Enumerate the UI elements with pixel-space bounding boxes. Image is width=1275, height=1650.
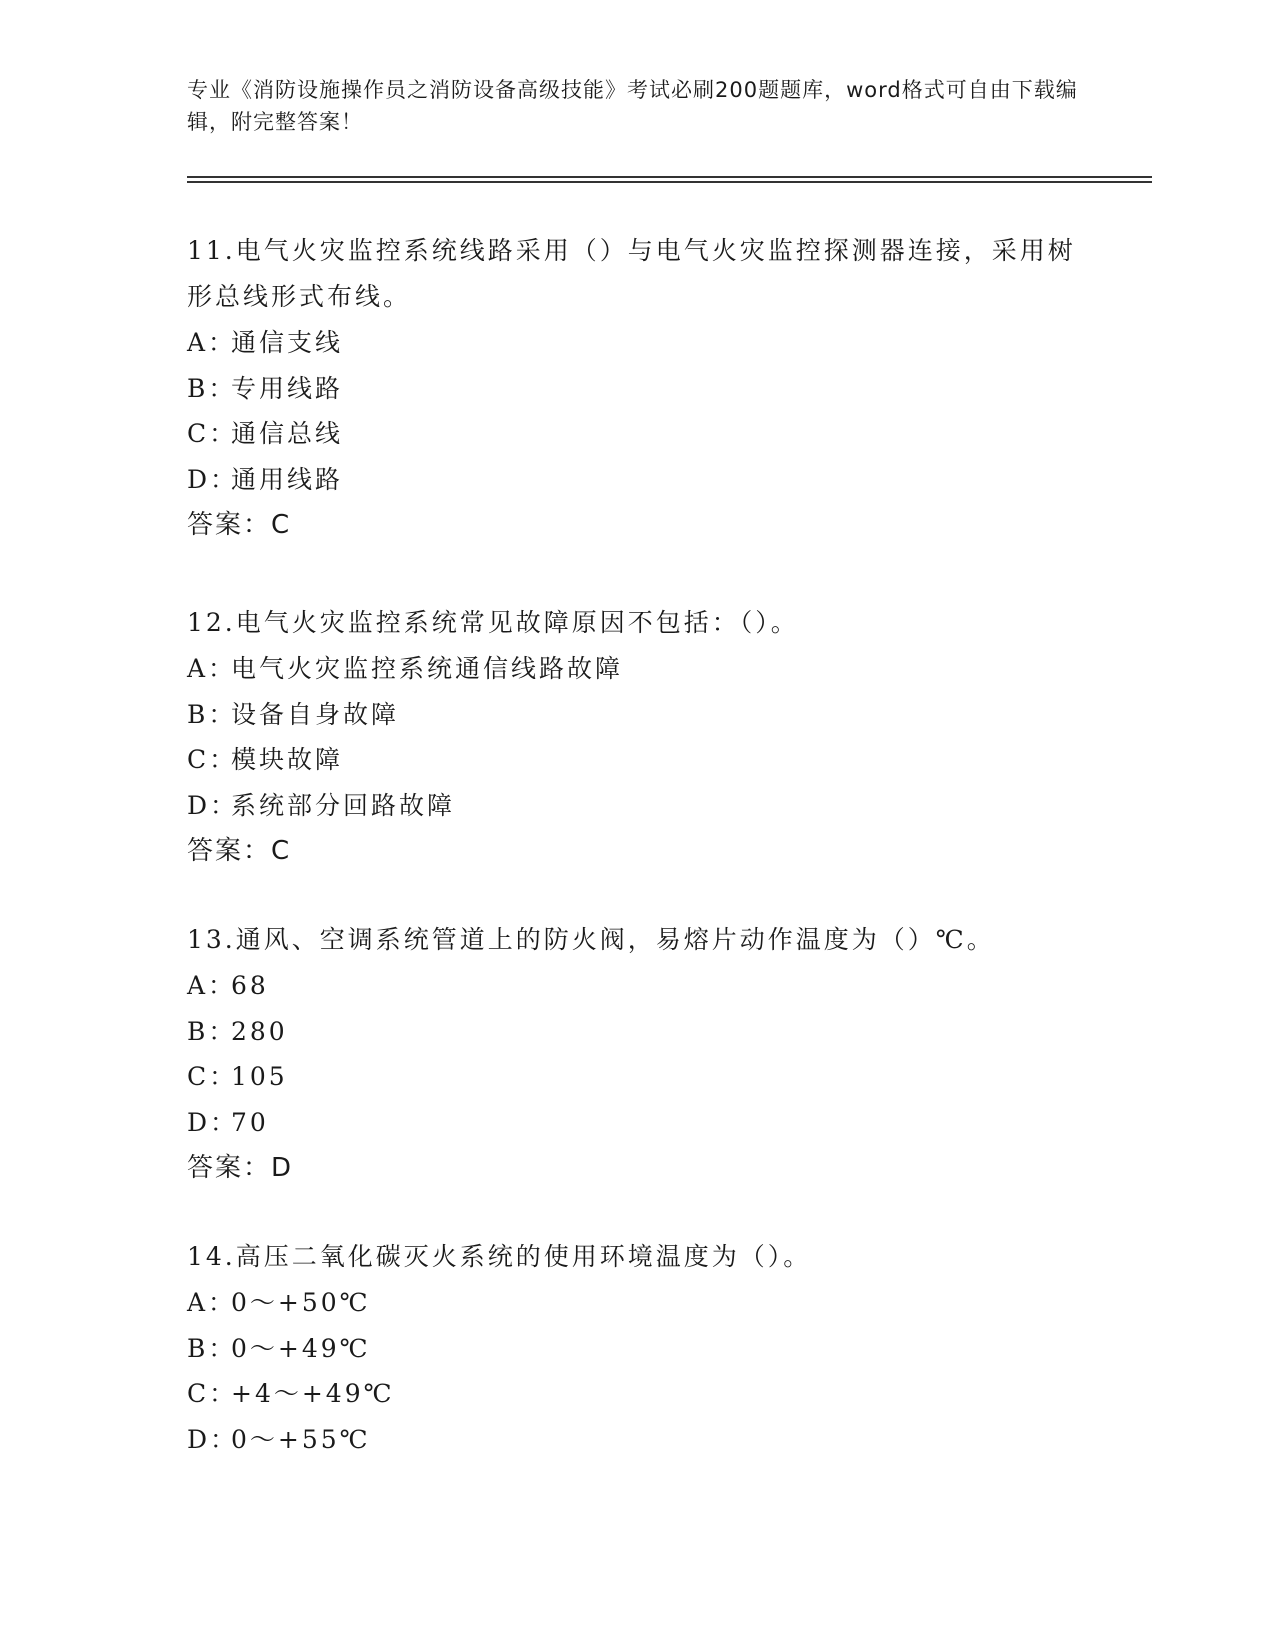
- option-a: [187, 1280, 1087, 1326]
- option-letter: D：: [187, 464, 239, 494]
- option-letter: B：: [187, 1016, 237, 1046]
- option-text: 105: [231, 1062, 288, 1091]
- question-stem: 11.电气火灾监控系统线路采用（）与电气火灾监控探测器连接，采用树形总线形式布线。: [187, 236, 1076, 311]
- question-11: [187, 228, 1087, 548]
- option-text: 通用线路: [231, 464, 344, 494]
- option-letter: D：: [187, 790, 239, 820]
- option-b: [187, 1326, 1087, 1372]
- question-13: [187, 917, 1087, 1191]
- header-divider-bottom: [187, 181, 1152, 183]
- option-text: 模块故障: [231, 745, 344, 774]
- option-c: [187, 1054, 1087, 1100]
- option-a: [187, 320, 1087, 366]
- document-header: 专业《消防设施操作员之消防设备高级技能》考试必刷200题题库，word格式可自由下载编辑，附完整答案！: [187, 78, 1078, 134]
- option-text: 专用线路: [231, 373, 344, 403]
- option-d: [187, 457, 1087, 503]
- option-text: 0～+50℃: [231, 1288, 371, 1317]
- option-text: 通信总线: [231, 419, 344, 448]
- answer-line: 答案：D: [187, 1153, 294, 1183]
- option-text: 70: [231, 1107, 269, 1137]
- option-text: 68: [231, 971, 269, 1000]
- option-letter: D：: [187, 1107, 239, 1137]
- option-text: 280: [231, 1016, 288, 1046]
- option-c: [187, 1371, 1087, 1417]
- question-14: [187, 1234, 1087, 1462]
- option-d: [187, 1100, 1087, 1146]
- option-text: 0～+49℃: [231, 1333, 371, 1363]
- option-d: [187, 1417, 1087, 1463]
- option-text: 系统部分回路故障: [231, 790, 456, 820]
- option-letter: B：: [187, 699, 237, 729]
- question-stem: 14.高压二氧化碳灭火系统的使用环境温度为（）。: [187, 1242, 812, 1271]
- option-letter: A：: [187, 654, 237, 683]
- option-letter: A：: [187, 1288, 237, 1317]
- option-a: [187, 963, 1087, 1009]
- answer-line: 答案：C: [187, 836, 292, 866]
- option-letter: D：: [187, 1424, 239, 1454]
- header-divider-top: [187, 176, 1152, 178]
- question-stem: 12.电气火灾监控系统常见故障原因不包括：（）。: [187, 608, 799, 637]
- option-letter: C：: [187, 419, 238, 448]
- option-letter: C：: [187, 745, 238, 774]
- answer-line: 答案：C: [187, 510, 292, 540]
- option-text: 0～+55℃: [231, 1424, 371, 1454]
- option-c: [187, 411, 1087, 457]
- option-letter: B：: [187, 373, 237, 403]
- option-letter: B：: [187, 1333, 237, 1363]
- option-letter: A：: [187, 971, 237, 1000]
- option-b: [187, 692, 1087, 738]
- option-a: [187, 646, 1087, 692]
- question-stem: 13.通风、空调系统管道上的防火阀，易熔片动作温度为（）℃。: [187, 925, 995, 954]
- option-letter: C：: [187, 1379, 238, 1408]
- option-letter: C：: [187, 1062, 238, 1091]
- option-text: +4～+49℃: [231, 1379, 395, 1408]
- option-letter: A：: [187, 328, 237, 357]
- option-b: [187, 1009, 1087, 1055]
- question-12: [187, 600, 1087, 874]
- option-d: [187, 783, 1087, 829]
- option-text: 通信支线: [231, 328, 344, 357]
- option-b: [187, 366, 1087, 412]
- option-c: [187, 737, 1087, 783]
- option-text: 设备自身故障: [231, 699, 400, 729]
- option-text: 电气火灾监控系统通信线路故障: [231, 654, 624, 683]
